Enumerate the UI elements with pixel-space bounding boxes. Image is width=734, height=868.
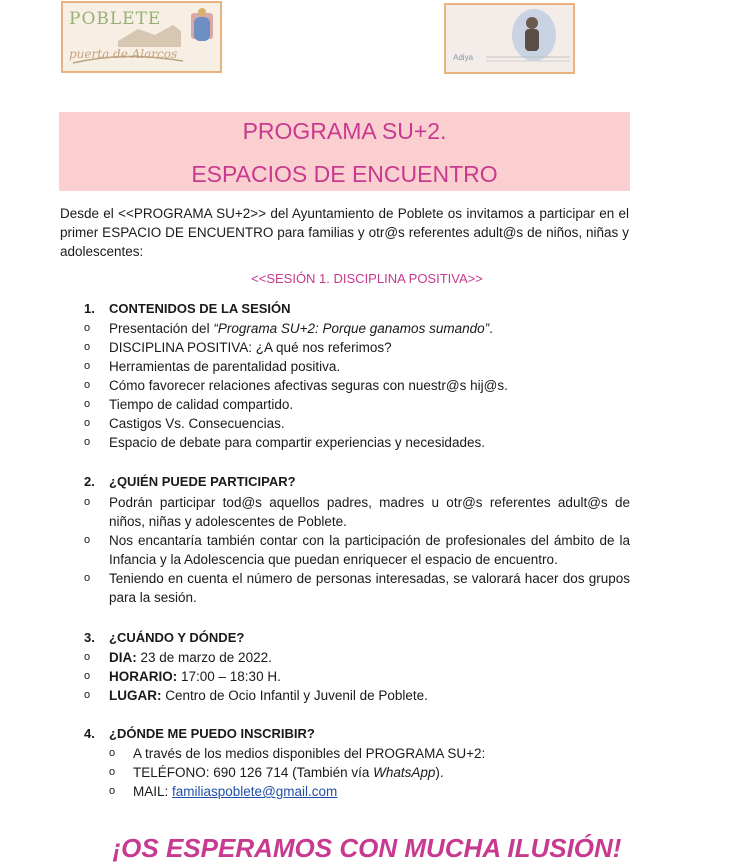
- email-link[interactable]: familiaspoblete@gmail.com: [172, 784, 338, 799]
- list-item: [84, 338, 630, 357]
- title-banner: [59, 112, 630, 191]
- list-item: [84, 357, 630, 376]
- bullet-icon: o: [109, 766, 116, 778]
- section-2-title: [84, 474, 296, 489]
- bullet-icon: o: [84, 322, 91, 334]
- poblete-logo-drawing: [63, 3, 222, 73]
- list-item: [84, 667, 630, 686]
- list-item: [84, 763, 630, 782]
- item-text: Castigos Vs. Consecuencias.: [109, 416, 285, 431]
- adiya-logo: [444, 3, 575, 74]
- section-3-title: [84, 630, 244, 645]
- list-item: [84, 433, 630, 452]
- list-item: [84, 531, 630, 569]
- item-text-suffix: ).: [435, 765, 444, 780]
- item-text: Cómo favorecer relaciones afectivas seguras con nuestr@s hij@s.: [109, 378, 508, 393]
- item-text: Tiempo de calidad compartido.: [109, 397, 294, 412]
- poblete-logo-subtitle: puerta de Alarcos: [69, 47, 178, 61]
- bullet-icon: o: [84, 398, 91, 410]
- intro-paragraph: Desde el <<PROGRAMA SU+2>> del Ayuntamiento de Poblete os invitamos a participar en el primer ESPACIO DE ENCUENTRO para familias y otr@s referentes adult@s de niños, niñas y adolescentes:: [60, 206, 629, 259]
- section-heading: ¿QUIÉN PUEDE PARTICIPAR?: [109, 474, 296, 489]
- section-1-list: [84, 319, 630, 452]
- bullet-icon: o: [109, 785, 116, 797]
- bullet-icon: o: [84, 572, 91, 584]
- item-text: Podrán participar tod@s aquellos padres, madres u otr@s referentes adult@s de niños, niñas y adolescentes de Poblete.: [109, 495, 630, 529]
- closing-message: ¡OS ESPERAMOS CON MUCHA ILUSIÓN!: [112, 833, 622, 863]
- item-label: LUGAR:: [109, 688, 162, 703]
- item-text: Herramientas de parentalidad positiva.: [109, 359, 341, 374]
- item-text: Presentación del: [109, 321, 214, 336]
- list-item: [84, 569, 630, 607]
- adiya-logo-title: Adiya: [453, 53, 474, 62]
- list-item: [84, 414, 630, 433]
- banner-title-line1: PROGRAMA SU+2.: [242, 118, 447, 144]
- item-text: TELÉFONO: 690 126 714 (También vía: [133, 765, 374, 780]
- bullet-icon: o: [84, 379, 91, 391]
- list-item: [84, 782, 630, 801]
- bullet-icon: o: [84, 689, 91, 701]
- item-italic-text: “Programa SU+2: Porque ganamos sumando”: [213, 321, 490, 336]
- section-number: 1.: [84, 301, 95, 316]
- section-4-title: [84, 726, 315, 741]
- bullet-icon: o: [84, 534, 91, 546]
- section-heading: CONTENIDOS DE LA SESIÓN: [109, 301, 291, 316]
- list-item: [84, 319, 630, 338]
- item-text: MAIL:: [133, 784, 173, 799]
- bullet-icon: o: [109, 747, 116, 759]
- poblete-logo-title: POBLETE: [69, 9, 162, 29]
- list-item: [84, 648, 630, 667]
- item-text: DISCIPLINA POSITIVA: ¿A qué nos referimos?: [109, 340, 392, 355]
- section-number: 3.: [84, 630, 95, 645]
- list-item: [84, 395, 630, 414]
- section-heading: ¿CUÁNDO Y DÓNDE?: [109, 630, 245, 645]
- bullet-icon: o: [84, 417, 91, 429]
- bullet-icon: o: [84, 360, 91, 372]
- session-title: <<SESIÓN 1. DISCIPLINA POSITIVA>>: [251, 271, 483, 286]
- list-item: [84, 493, 630, 531]
- bullet-icon: o: [84, 341, 91, 353]
- item-value: 23 de marzo de 2022.: [136, 650, 272, 665]
- list-item: [84, 376, 630, 395]
- item-value: Centro de Ocio Infantil y Juvenil de Poblete.: [161, 688, 428, 703]
- item-text: Teniendo en cuenta el número de personas interesadas, se valorará hacer dos grupos para la sesión.: [109, 571, 630, 605]
- adiya-logo-drawing: [446, 5, 575, 74]
- bullet-icon: o: [84, 670, 91, 682]
- bullet-icon: o: [84, 436, 91, 448]
- section-4-list: [84, 744, 630, 801]
- section-heading: ¿DÓNDE ME PUEDO INSCRIBIR?: [109, 726, 315, 741]
- section-1-title: [84, 301, 291, 316]
- section-number: 4.: [84, 726, 95, 741]
- section-2-list: [84, 493, 630, 607]
- item-italic-text: WhatsApp: [373, 765, 436, 780]
- bullet-icon: o: [84, 651, 91, 663]
- poblete-logo: [61, 1, 222, 73]
- item-text-suffix: .: [489, 321, 493, 336]
- item-value: 17:00 – 18:30 H.: [177, 669, 281, 684]
- item-text: A través de los medios disponibles del PROGRAMA SU+2:: [133, 746, 486, 761]
- section-number: 2.: [84, 474, 95, 489]
- section-3-list: [84, 648, 630, 705]
- item-label: HORARIO:: [109, 669, 178, 684]
- bullet-icon: o: [84, 496, 91, 508]
- list-item: [84, 744, 630, 763]
- banner-title-line2: ESPACIOS DE ENCUENTRO: [191, 161, 498, 187]
- item-text: Nos encantaría también contar con la participación de profesionales del ámbito de la Infancia y la Adolescencia que puedan enriquecer el espacio de encuentro.: [109, 533, 630, 567]
- list-item: [84, 686, 630, 705]
- item-text: Espacio de debate para compartir experiencias y necesidades.: [109, 435, 485, 450]
- item-label: DIA:: [109, 650, 137, 665]
